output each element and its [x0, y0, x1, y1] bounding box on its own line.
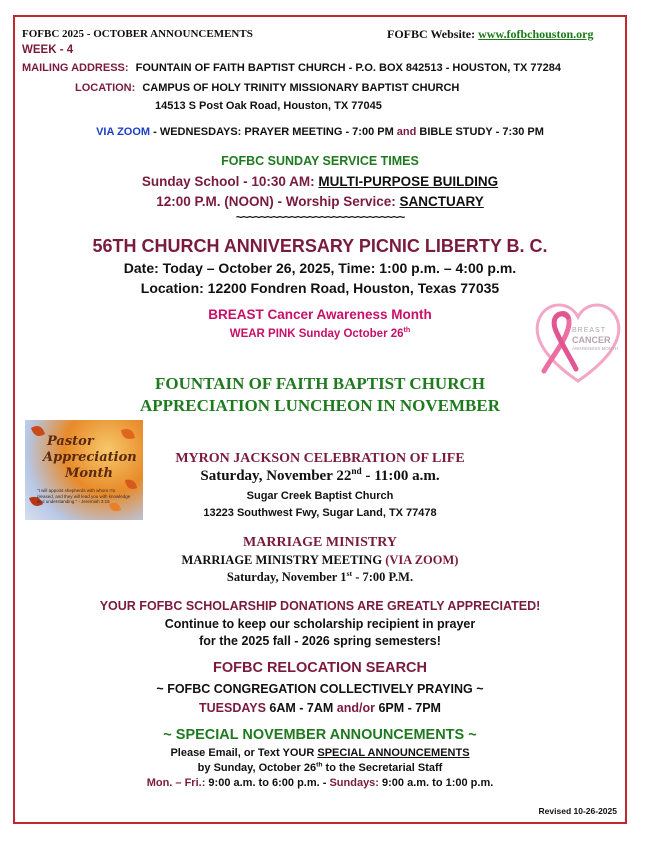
- website-link[interactable]: www.fofbchouston.org: [478, 27, 594, 41]
- special-title: ~ SPECIAL NOVEMBER ANNOUNCEMENTS ~: [163, 727, 477, 743]
- week-label: WEEK - 4: [22, 44, 74, 56]
- relocation-subtitle: ~ FOFBC CONGREGATION COLLECTIVELY PRAYING ~: [156, 682, 484, 696]
- logo-text-breast: BREAST: [572, 327, 607, 334]
- image-text-pastor: Pastor: [47, 434, 94, 449]
- service-heading: FOFBC SUNDAY SERVICE TIMES: [221, 154, 419, 168]
- wear-pink-line: WEAR PINK Sunday October 26th: [229, 326, 411, 340]
- celebration-address: 13223 Southwest Fwy, Sugar Land, TX 77478: [203, 507, 437, 519]
- mailing-address: [22, 62, 561, 74]
- location-value: CAMPUS OF HOLY TRINITY MISSIONARY BAPTIST CHURCH: [142, 82, 460, 94]
- image-text-month: Month: [65, 466, 113, 481]
- sunday-school-line: Sunday School - 10:30 AM: MULTI-PURPOSE BUILDING: [141, 174, 499, 189]
- scholarship-line2: Continue to keep our scholarship recipient in prayer: [164, 617, 476, 631]
- mailing-value: FOUNTAIN OF FAITH BAPTIST CHURCH - P.O. BOX 842513 - HOUSTON, TX 77284: [135, 62, 562, 74]
- location-line: [75, 82, 459, 94]
- location-address: 14513 S Post Oak Road, Houston, TX 77045: [155, 100, 382, 112]
- sunday-school-place: MULTI-PURPOSE BUILDING: [318, 174, 499, 189]
- image-verse: "I will appoint shepherds with whom I'm pleased, and they will lead you with knowledge and understanding." - Jeremiah 3:15: [37, 488, 131, 504]
- announcement-page: [13, 15, 627, 824]
- picnic-title: 56TH CHURCH ANNIVERSARY PICNIC LIBERTY B. C.: [92, 236, 548, 256]
- picnic-location: Location: 12200 Fondren Road, Houston, Texas 77035: [140, 280, 500, 296]
- zoom-label: VIA ZOOM: [96, 126, 151, 138]
- luncheon-line2: APPRECIATION LUNCHEON IN NOVEMBER: [139, 396, 500, 415]
- revised-date: Revised 10-26-2025: [538, 806, 617, 816]
- marriage-date: Saturday, November 1st - 7:00 P.M.: [226, 568, 414, 584]
- logo-text-cancer: CANCER: [572, 335, 611, 345]
- celebration-title: MYRON JACKSON CELEBRATION OF LIFE: [175, 451, 465, 466]
- luncheon-line1: FOUNTAIN OF FAITH BAPTIST CHURCH: [155, 374, 485, 393]
- zoom-line: VIA ZOOM - WEDNESDAYS: PRAYER MEETING - 7:00 PM and BIBLE STUDY - 7:30 PM: [96, 126, 544, 138]
- location-label: LOCATION:: [75, 82, 136, 94]
- logo-text-awareness: AWARENESS MONTH: [572, 346, 619, 351]
- image-text-appreciation: Appreciation: [43, 450, 137, 465]
- picnic-date: Date: Today – October 26, 2025, Time: 1:00 p.m. – 4:00 p.m.: [123, 260, 517, 276]
- marriage-meeting: MARRIAGE MINISTRY MEETING (VIA ZOOM): [181, 553, 459, 567]
- office-hours: Mon. – Fri.: 9:00 a.m. to 6:00 p.m. - Sundays: 9:00 a.m. to 1:00 p.m.: [146, 777, 494, 789]
- mailing-label: MAILING ADDRESS:: [22, 62, 129, 74]
- website-line: [387, 27, 593, 42]
- tilde-divider: ~~~~~~~~~~~~~~~~~~~~~~~~~~~~: [235, 210, 405, 224]
- website-label: FOFBC Website:: [387, 27, 476, 41]
- marriage-title: MARRIAGE MINISTRY: [243, 535, 397, 550]
- worship-line: 12:00 P.M. (NOON) - Worship Service: SANCTUARY: [156, 194, 484, 209]
- celebration-church: Sugar Creek Baptist Church: [246, 490, 394, 502]
- celebration-date: Saturday, November 22nd - 11:00 a.m.: [200, 467, 440, 484]
- relocation-title: FOFBC RELOCATION SEARCH: [212, 660, 427, 676]
- breast-cancer-title: BREAST Cancer Awareness Month: [208, 307, 432, 322]
- scholarship-line1: YOUR FOFBC SCHOLARSHIP DONATIONS ARE GREATLY APPRECIATED!: [99, 599, 541, 613]
- relocation-times: TUESDAYS 6AM - 7AM and/or 6PM - 7PM: [199, 701, 441, 715]
- special-line1: Please Email, or Text YOUR SPECIAL ANNOUNCEMENTS: [170, 747, 470, 759]
- document-title: FOFBC 2025 - OCTOBER ANNOUNCEMENTS: [22, 28, 253, 40]
- scholarship-line3: for the 2025 fall - 2026 spring semesters!: [199, 634, 441, 648]
- special-line2: by Sunday, October 26th to the Secretarial Staff: [197, 761, 443, 774]
- worship-place: SANCTUARY: [399, 194, 484, 209]
